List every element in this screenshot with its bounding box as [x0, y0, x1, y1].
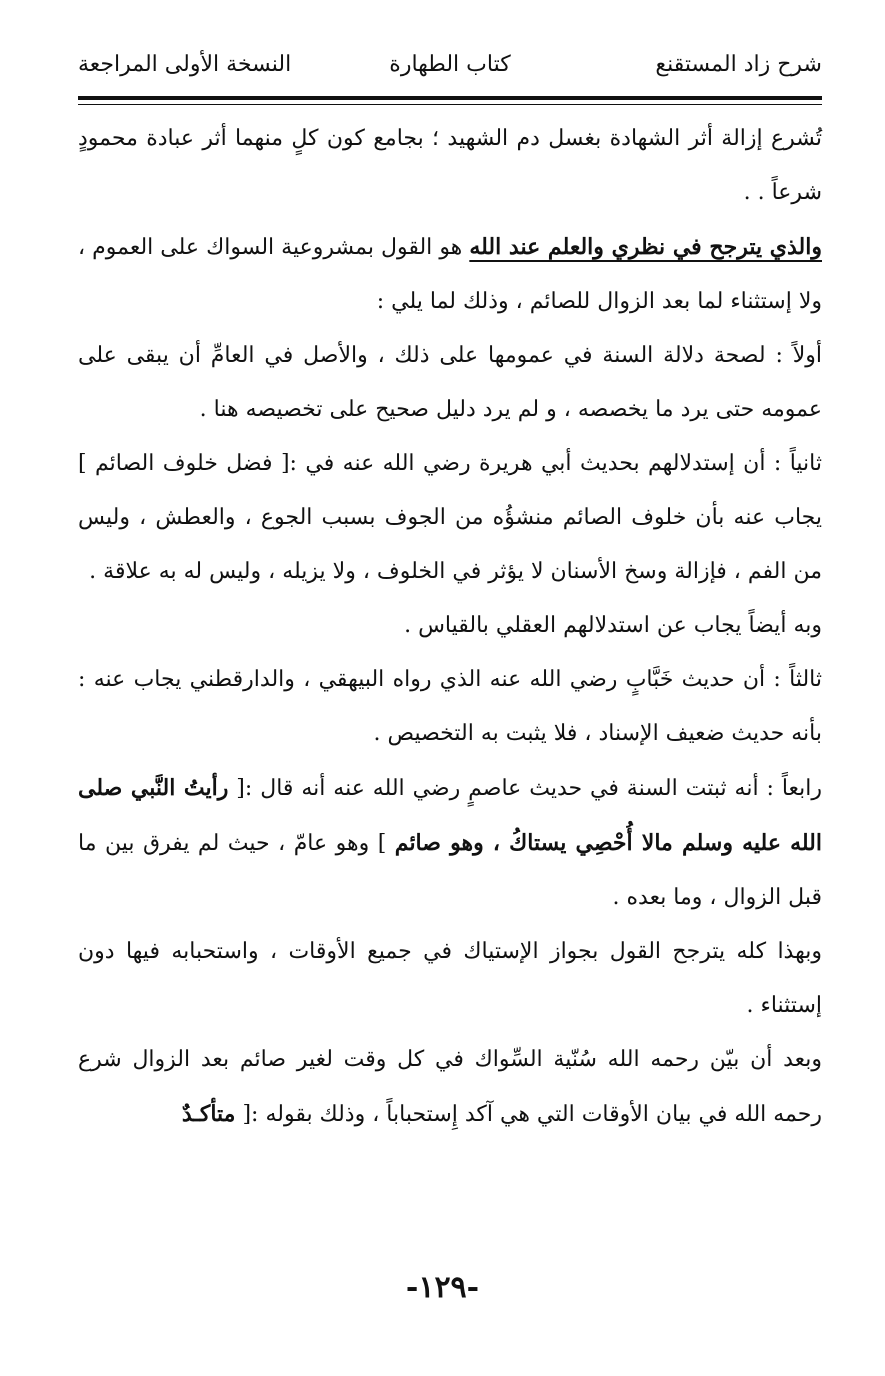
paragraph-text: ] وهو عامّ ، حيث لم يفرق بين ما قبل الزوال ، وما بعده . — [78, 831, 822, 910]
body-text — [78, 112, 822, 1142]
paragraph-text: وبعد أن بيّن رحمه الله سُنّية السِّواك في كل وقت لغير صائم بعد الزوال شرع رحمه الله في بيان الأوقات التي هي آكد إِستحباباً ، وذلك بقوله :[ — [78, 1047, 822, 1127]
paragraph: أولاً : لصحة دلالة السنة في عمومها على ذلك ، والأصل في العامِّ أن يبقى على عمومه حتى يرد ما يخصصه ، و لم يرد دليل صحيح على تخصيصه هنا . — [78, 343, 822, 422]
page-header — [78, 52, 822, 92]
header-rule-thin — [78, 104, 822, 105]
header-chapter-title: كتاب الطهارة — [389, 52, 511, 77]
paragraph-text: رابعاً : أنه ثبتت السنة في حديث عاصمٍ رضي الله عنه أنه قال :[ — [228, 776, 822, 801]
paragraph-text: هو القول بمشروعية السواك على العموم ، ولا إستثناء لما بعد الزوال للصائم ، وذلك لما يلي : — [78, 235, 822, 314]
lead-phrase: والذي يترجح في نظري والعلم عند الله — [469, 234, 822, 260]
hadith-quote: رأيتُ النَّبي صلى الله عليه وسلم مالا أُحْصِي يستاكُ ، وهو صائم — [78, 775, 822, 856]
header-rule-thick — [78, 96, 822, 100]
matn-quote: متأكـدٌ — [181, 1101, 236, 1127]
paragraph — [78, 1033, 822, 1142]
paragraph: ثانياً : أن إستدلالهم بحديث أبي هريرة رضي الله عنه في :[ فضل خلوف الصائم ] يجاب عنه بأن خلوف الصائم منشؤُه من الجوف بسبب الجوع ، والعطش ، وليس من الفم ، فإزالة وسخ الأسنان لا يؤثر في الخلوف ، ولا يزيله ، وليس له به علاقة . — [78, 451, 822, 584]
paragraph — [78, 220, 822, 329]
paragraph: وبه أيضاً يجاب عن استدلالهم العقلي بالقياس . — [404, 613, 822, 638]
page-number: -١٢٩- — [405, 1270, 480, 1305]
paragraph: تُشرع إزالة أثر الشهادة بغسل دم الشهيد ؛ بجامع كون كلٍ منهما أثر عبادة محمودٍ شرعاً . . — [78, 126, 822, 205]
header-edition-note: النسخة الأولى المراجعة — [78, 52, 292, 77]
paragraph: ثالثاً : أن حديث خَبَّابٍ رضي الله عنه الذي رواه البيهقي ، والدارقطني يجاب عنه : بأنه حديث ضعيف الإسناد ، فلا يثبت به التخصيص . — [78, 667, 822, 746]
paragraph — [78, 761, 822, 925]
paragraph: وبهذا كله يترجح القول بجواز الإستياك في جميع الأوقات ، واستحبابه فيها دون إستثناء . — [78, 939, 822, 1018]
header-book-title: شرح زاد المستقنع — [655, 52, 822, 77]
